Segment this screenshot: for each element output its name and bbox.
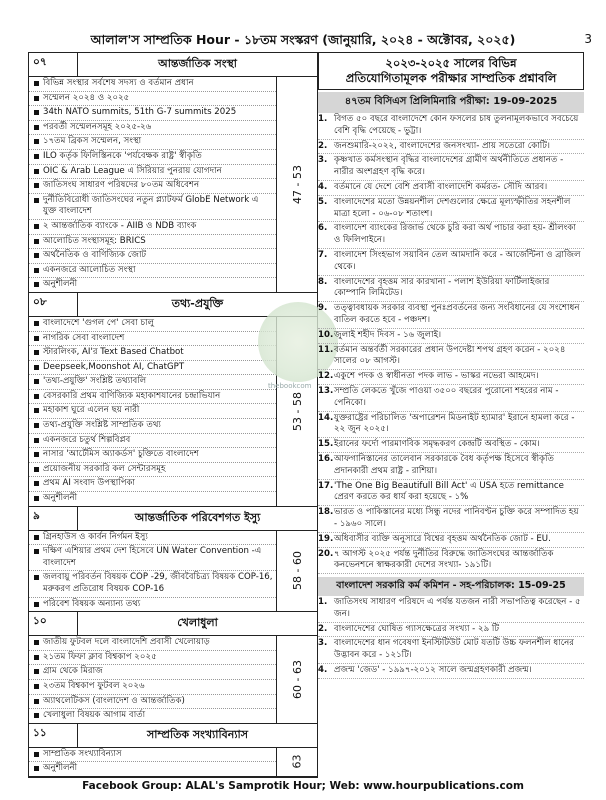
contents-item: OIC & Arab League এ সিরিয়ার পুনরায় যোগদান — [29, 165, 276, 180]
contents-item: পরবর্তী সম্মেলনসমূহ ২০২৫-২৬ — [29, 121, 276, 136]
page-header: আলাল'স সাম্প্রতিক Hour - ১৮তম সংস্করণ (জানুয়ারি, ২০২৪ - অক্টোবর, ২০২৫) — [90, 32, 516, 47]
watermark-text: thebookcom — [268, 382, 312, 390]
contents-item: বেসরকারি প্রথম বাণিজ্যিক মহাকাশযানের চন্দ্রাভিযান — [29, 390, 276, 405]
contents-item: বাংলাদেশে 'গুগল পে' সেবা চালু — [29, 317, 276, 332]
question-item — [318, 506, 584, 533]
contents-item: ILO কর্তৃক ফিলিস্তিনকে 'পর্যবেক্ষক রাষ্ট্র' স্বীকৃতি — [29, 150, 276, 165]
section-title: সাম্প্রতিক সংখ্যাবিন্যাস — [147, 727, 248, 741]
section-body — [29, 636, 317, 724]
question-number: 7. — [318, 249, 328, 260]
question-text: বাংলাদেশের বৃহত্তম সার কারখানা - পলাশ ইউরিয়া ফার্টিলাইজার কোম্পানি লিমিটেড। — [334, 276, 550, 299]
section-number: ১০ — [29, 612, 78, 635]
question-text: যুক্তরাষ্ট্রের পরিচালিত 'অপারেশন মিডনাইট হ্যামার' ইরানে হামলা করে - ২২ জুন ২০২৫। — [334, 412, 575, 435]
questions-title-line1: ২০২৩-২০২৫ সালের বিভিন্ন — [385, 56, 517, 70]
question-text: বাংলাদেশের ধান গবেষণা ইনস্টিটিউট মোট যতটি উচ্চ ফলনশীল ধানের উদ্ভাবন করে - ১২১টি। — [334, 638, 575, 661]
contents-item: আলোচিত সংস্থাসমূহ: BRICS — [29, 235, 276, 250]
contents-item: নাগরিক সেবা বাংলাদেশ — [29, 332, 276, 347]
question-text: কৃষ্ণখাত কর্মসংস্থান বৃদ্ধির বাংলাদেশের গ্রামীণ অর্থনীতিতে প্রধানত - নারীর অংশগ্রহণ বৃদ্ধি করে। — [334, 155, 564, 178]
contents-item: অনুশীলনী — [29, 492, 276, 506]
question-item — [318, 154, 584, 181]
contents-item: অনুশীলনী — [29, 278, 276, 292]
question-text: জনশুমারি-২০২২, বাংলাদেশের জনসংখ্যা- প্রায় সতেরো কোটি। — [334, 140, 550, 151]
section-title: খেলাধুলা — [177, 616, 218, 630]
question-number: 13. — [318, 385, 334, 396]
question-text: ৭ আগস্ট ২০২৫ পর্যন্ত দুর্নীতির বিরুদ্ধে জাতিসংঘের আন্তর্জাতিক কনভেনশনে স্বাক্ষরকারী দেশের সংখ্যা- ১৯১টি। — [334, 548, 554, 571]
contents-item: অ্যাথলেটিকস (বাংলাদেশ ও আন্তর্জাতিক) — [29, 695, 276, 710]
section-items — [29, 748, 277, 776]
question-number: 12. — [318, 371, 334, 382]
exam-heading: ৪৭তম বিসিএস প্রিলিমিনারি পরীক্ষা: 19-09-2025 — [318, 92, 584, 113]
question-number: 19. — [318, 533, 334, 544]
question-item — [318, 276, 584, 303]
contents-item: সাম্প্রতিক সংখ্যাবিন্যাস — [29, 748, 276, 763]
section-number: ৯ — [29, 507, 78, 530]
page-range-label: 47 - 53 — [290, 164, 304, 204]
question-text: অধিবাসীর ব্যক্তি অনুসারে বিশ্বের বৃহত্তম অর্থনৈতিক জোট - EU. — [334, 533, 551, 544]
contents-item: একনজরে আলোচিত সংস্থা — [29, 264, 276, 279]
section-title: তথ্য-প্রযুক্তি — [171, 296, 224, 310]
question-text: সম্প্রতি লেকতে খুঁজে পাওয়া ৩৫০০ বছরের পুরোনো শহরের নাম - পেনিকো। — [334, 385, 559, 408]
question-text: ভারত ও পাকিস্তানের মধ্যে সিন্ধু নদের পানিবণ্টন চুক্তি করে সম্পাদিত হয় - ১৯৬০ সালে। — [334, 507, 579, 529]
contents-item: সম্মেলন ২০২৪ ও ২০২৫ — [29, 92, 276, 107]
question-number: 9. — [318, 303, 328, 314]
question-item — [318, 344, 584, 371]
question-item — [318, 438, 584, 453]
question-number: 3. — [318, 155, 328, 166]
question-item — [318, 533, 584, 548]
contents-item: প্রথম AI সংবাদ উপস্থাপিকা — [29, 477, 276, 492]
question-text: বাংলাদেশের মতো উন্নয়নশীল দেশগুলোর ক্ষেত্রে মূল্যস্ফীতির সহনশীল মাত্রা হলো - ০৬-০৮ শতাংশ। — [334, 196, 571, 219]
question-list-2 — [318, 596, 584, 679]
question-number: 8. — [318, 276, 328, 287]
contents-item: জাতিসংঘ সাধারণ পরিষদের ৮০তম অধিবেশন — [29, 179, 276, 194]
section-number: ০৭ — [29, 53, 78, 76]
question-item — [318, 302, 584, 329]
page-range — [277, 77, 317, 292]
contents-item: ১৭তম ব্রিকস সম্মেলন, সংস্থা — [29, 135, 276, 150]
question-item — [318, 196, 584, 223]
question-number: 14. — [318, 412, 334, 423]
question-item — [318, 623, 584, 638]
question-item — [318, 370, 584, 385]
page-range-label: 60 - 63 — [290, 659, 304, 699]
page-range — [277, 531, 317, 612]
question-item — [318, 664, 584, 679]
question-text: একুশে পদক ও স্বাধীনতা পদক লাভ - ভাস্কর নভেরা আহমেদ। — [334, 371, 539, 382]
contents-item: 'তথ্য-প্রযুক্তি' সংশ্লিষ্ট তথ্যাবলি — [29, 375, 276, 390]
contents-item: ২ আন্তর্জাতিক ব্যাংকে - AIIB ও NDB ব্যাংক — [29, 220, 276, 235]
section-items — [29, 636, 277, 723]
page-range-label: 53 - 58 — [290, 391, 304, 431]
question-number: 17. — [318, 480, 334, 491]
contents-item: জাতীয় ফুটবল দলে বাংলাদেশি প্রবাসী খেলোয়াড় — [29, 636, 276, 651]
contents-item: অনুশীলনী — [29, 762, 276, 776]
contents-item: নাসার 'আর্টেমিস অ্যাকর্ডস' চুক্তিতে বাংলাদেশ — [29, 448, 276, 463]
contents-item: খেলাধুলা বিষয়ক আগাম বার্তা — [29, 709, 276, 723]
question-text: বর্তমানে যে দেশে বেশি প্রবাসী বাংলাদেশি কর্মরত- সৌদি আরব। — [334, 181, 548, 192]
question-text: জুলাই শহীদ দিবস - ১৬ জুলাই। — [334, 329, 442, 340]
contents-item: গ্রিনহাউস ও কার্বন নির্গমন ইস্যু — [29, 531, 276, 546]
contents-item: জলবায়ু পরিবর্তন বিষয়ক COP -29, জীববৈচিত্র্য বিষয়ক COP-16, মরুকরণ প্রতিরোধ বিষয়ক COP-16 — [29, 571, 276, 597]
contents-item: ২৩তম বিশ্বকাপ ফুটবল ২০২৬ — [29, 680, 276, 695]
page-footer: Facebook Group: ALAL's Samprotik Hour; Web: www.hourpublications.com — [82, 780, 524, 792]
question-item — [318, 249, 584, 276]
questions-panel — [318, 52, 584, 679]
question-number: 2. — [318, 140, 328, 151]
contents-item: Deepseek,Moonshot AI, ChatGPT — [29, 361, 276, 376]
question-item — [318, 412, 584, 439]
section-header — [29, 507, 317, 531]
contents-item: বিভিন্ন সংস্থার সর্বশেষ সদস্য ও বর্তমান প্রধান — [29, 77, 276, 92]
contents-item: অর্থনৈতিক ও বাণিজ্যিক জোট — [29, 249, 276, 264]
page-number: 3 — [584, 32, 592, 46]
section-number: ০৮ — [29, 293, 78, 316]
contents-item: গ্রাম থেকে মিরাজ — [29, 665, 276, 680]
section-body — [29, 77, 317, 293]
question-item — [318, 222, 584, 249]
question-text: বাংলাদেশ ব্যাংকের রিজার্ভ থেকে চুরি করা অর্থ পাচার করা হয়- শ্রীলংকা ও ফিলিপাইনে। — [334, 223, 576, 246]
contents-item: তথ্য-প্রযুক্তি সংশ্লিষ্ট সাম্প্রতিক তথ্য — [29, 419, 276, 434]
question-text: প্রজন্ম 'জেড' - ১৯৯৭-২০১২ সালে জন্মগ্রহণকারী প্রজন্ম। — [334, 665, 532, 676]
question-list — [318, 113, 584, 574]
questions-title — [318, 52, 584, 90]
questions-title-line2: প্রতিযোগিতামূলক পরীক্ষার সাম্প্রতিক প্রশ্নাবলি — [345, 71, 557, 85]
section-title: আন্তর্জাতিক পরিবেশগত ইস্যু — [134, 510, 261, 524]
section-items — [29, 77, 277, 292]
question-item — [318, 113, 584, 140]
question-text: জাতিসংঘ সাধারণ পরিষদে এ পর্যন্ত যতজন নারী সভাপতিত্ব করেছেন - ৫ জন। — [334, 597, 581, 619]
question-item — [318, 548, 584, 575]
question-text: বাংলাদেশ সিংহভাগ সয়াবিন তেল আমদানি করে - আর্জেন্টিনা ও ব্রাজিল থেকে। — [334, 249, 581, 272]
question-number: 3. — [318, 638, 328, 649]
contents-table — [28, 52, 318, 778]
section-items — [29, 317, 277, 506]
question-item — [318, 181, 584, 196]
question-number: 1. — [318, 114, 328, 124]
question-number: 6. — [318, 223, 328, 234]
contents-item: দক্ষিণ এশিয়ার প্রথম দেশ হিসেবে UN Water Convention -এ বাংলাদেশ — [29, 545, 276, 571]
question-number: 4. — [318, 181, 328, 192]
question-number: 11. — [318, 344, 334, 355]
section-number: ১১ — [29, 724, 78, 747]
contents-item: প্রয়োজনীয় সরকারি কল সেন্টারসমূহ — [29, 463, 276, 478]
question-number: 18. — [318, 507, 334, 518]
question-text: তত্ত্বাবধায়ক সরকার ব্যবস্থা পুনঃপ্রবর্তনের জন্য সংবিধানের যে সংশোধন বাতিল করতে হবে - পঞ্চদশ। — [334, 303, 580, 325]
page-range-label: 58 - 60 — [290, 551, 304, 591]
contents-item: পরিবেশ বিষয়ক অন্যান্য তথ্য — [29, 598, 276, 612]
question-item — [318, 637, 584, 664]
contents-item: দুর্নীতিবিরোধী জাতিসংঘের নতুন প্ল্যাটফর্ম GlobE Network এ যুক্ত বাংলাদেশ — [29, 194, 276, 220]
question-item — [318, 140, 584, 155]
contents-item: 34th NATO summits, 51th G-7 summits 2025 — [29, 106, 276, 121]
contents-item: ২১তম ফিফা ক্লাব বিশ্বকাপ ২০২৫ — [29, 651, 276, 666]
question-number: 20. — [318, 548, 334, 559]
question-number: 4. — [318, 665, 328, 676]
question-item — [318, 453, 584, 480]
section-header — [29, 724, 317, 748]
contents-item: একনজরে চতুর্থ শিল্পবিপ্লব — [29, 434, 276, 449]
section-body — [29, 531, 317, 613]
question-text: বিগত ৫০ বছরে বাংলাদেশে কোন ফসলের চাষ তুলনামূলকভাবে সবচেয়ে বেশি বৃদ্ধি পেয়েছে - ভুট্টা। — [334, 114, 579, 136]
question-item — [318, 596, 584, 623]
question-text: বর্তমান অন্তর্বর্তী সরকারের প্রধান উপদেষ্টা শপথ গ্রহণ করেন - ২০২৪ সালের ০৮ আগস্ট। — [334, 344, 566, 367]
question-number: 1. — [318, 597, 328, 608]
question-item — [318, 329, 584, 344]
question-number: 16. — [318, 453, 334, 464]
exam-heading-2: বাংলাদেশ সরকারি কর্ম কমিশন - সহ-পরিচালক: 15-09-25 — [318, 577, 584, 596]
page-range — [277, 748, 317, 776]
section-header — [29, 53, 317, 77]
question-text: ইরানের ফর্দো পারমাণবিক সমৃদ্ধকরণ কেন্দ্রটি অবস্থিত - কোম। — [334, 439, 540, 450]
page-range — [277, 636, 317, 723]
page-range-label: 63 — [290, 754, 304, 769]
question-item — [318, 385, 584, 412]
question-number: 10. — [318, 329, 334, 340]
question-text: বাংলাদেশের ঘোষিত গ্যাসক্ষেত্রের সংখ্যা - ২৯ টি — [334, 623, 500, 634]
contents-item: মহাকাশ ঘুরে এলেন ছয় নারী — [29, 404, 276, 419]
section-title: আন্তর্জাতিক সংস্থা — [158, 57, 237, 70]
question-number: 2. — [318, 623, 328, 634]
section-header — [29, 612, 317, 636]
section-items — [29, 531, 277, 612]
question-number: 15. — [318, 439, 334, 450]
section-body — [29, 748, 317, 777]
question-item — [318, 480, 584, 507]
question-text: 'The One Big Beautifull Bill Act' এ USA হতে remittance প্রেরণ করতে কর ধার্য করা হয়েছে - ১% — [334, 480, 564, 503]
contents-item: স্টারলিংক, AI'র Text Based Chatbot — [29, 346, 276, 361]
question-number: 5. — [318, 196, 328, 207]
question-text: আফগানিস্তানের তালেবান সরকারকে বৈধ কর্তৃপক্ষ হিসেবে স্বীকৃতি প্রদানকারী প্রথম রাষ্ট্র - রাশিয়া। — [334, 453, 554, 476]
